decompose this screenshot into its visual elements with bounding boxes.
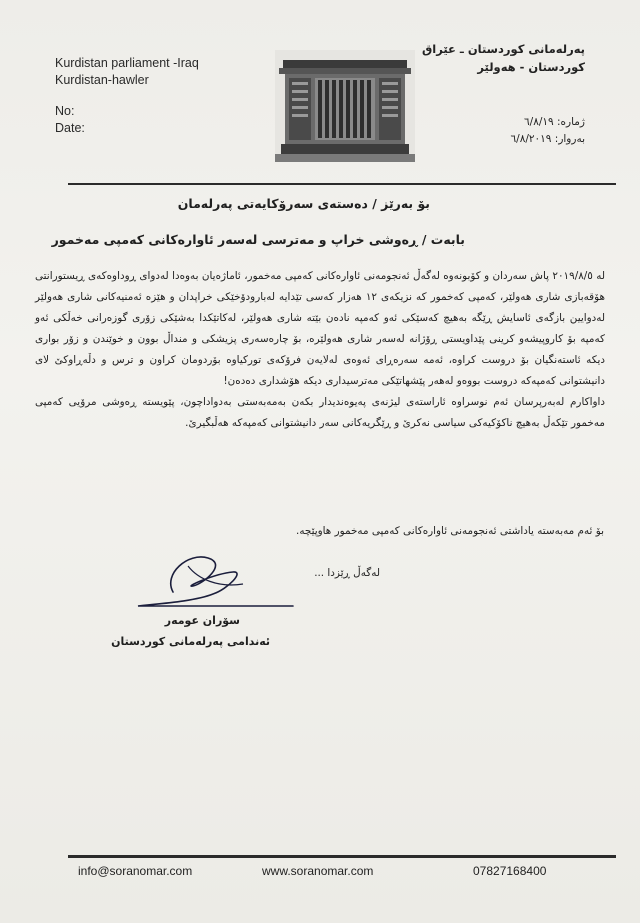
signer-name: سۆران عومەر xyxy=(164,614,240,627)
header-ku-line1: پەرلەمانی کوردستان ـ عێراق xyxy=(421,42,585,56)
reference-block xyxy=(55,103,255,137)
body-paragraph-1: له ٢٠١٩/٨/٥ پاش سەردان و کۆبونەوە لەگەڵ ئەنجومەنی ئاوارەکانی کەمپی مەخمور، ئاماژەیان بەوەدا لەدوای ڕوداوەکەی ڕیستورانتی هۆقەبازی شاری هەولێر، کەمپی کەخمور کە نزیکەی ١٢ هەزار کەسی تێدایە لەبارودۆخێکی خراپدان و هێزە ئەمنیەکانی شاری هەولێر لەدوایین بازگەی ئاسایش ڕێگە بەهیچ کەسێکی ئەو کەمپە نادەن بێتە شاری هەولێر، لەکاتێکدا بەشێکی زۆری گوزەرانی خەڵکی ئەو کەمپە بۆ کاروپیشەو کرینی پێداویستی ڕۆژانە لەسەر شاری هەولێرە، بۆ چارەسەری پزیشکی و منداڵ بوون و خوێندن و زۆر بواری دیکە ئاستەنگیان بۆ دروست کراوە، ئەمە سەرەڕای ئەوەی لەلایەن فرۆکەی تورکیاوە بۆردومان کراون و ترس و دڵەڕاوکێ لای دانیشتوانی کەمپەکە دروست بووەو لەهەر پێشهاتێکی مەترسیداری دیکە هۆشداری دەدەن! xyxy=(35,270,605,387)
date-label-ku: بەروار: ٦/٨/٢٠١٩ xyxy=(510,133,585,145)
footer-phone: 07827168400 xyxy=(473,864,547,878)
signer-title: ئەندامی پەرلەمانی کوردستان xyxy=(111,635,270,648)
closing-line: بۆ ئەم مەبەستە یاداشتی ئەنجومەنی ئاوارەکانی کەمپی مەخمور هاوپێچە. xyxy=(296,525,604,537)
reference-block-ku xyxy=(365,114,585,148)
regards-line: لەگەڵ ڕێزدا ... xyxy=(314,567,380,579)
header-en-line1: Kurdistan parliament -Iraq xyxy=(55,56,199,70)
date-label: Date: xyxy=(55,121,85,135)
footer-divider xyxy=(68,855,616,858)
letter-body xyxy=(35,266,605,434)
recipient-line: بۆ بەرێز / دەستەی سەرۆکایەتی پەرلەمان xyxy=(177,196,430,211)
body-paragraph-2: داواکارم لەبەرپرسان ئەم نوسراوە ئاراستەی لیژنەی پەیوەندیدار بکەن بەمەبەستی بەدواداچون، پێویستە ڕەوشی مرۆیی کەمپی مەخمور تێکەڵ بەهیچ ناکۆکیەکی سیاسی نەکرێ و ڕێگریەکانی سەر دانیشتوانی کەمپەکە هەڵبگیرێ. xyxy=(35,396,605,429)
number-label: No: xyxy=(55,104,75,118)
header-kurdish xyxy=(365,40,585,148)
header-divider xyxy=(68,183,616,185)
subject-line: بابەت / ڕەوشی خراپ و مەترسی لەسەر ئاوارەکانی کەمپی مەخمور xyxy=(51,232,465,247)
footer-email[interactable]: info@soranomar.com xyxy=(78,864,193,878)
header-ku-line2: کوردستان - هەولێر xyxy=(477,60,585,74)
header-en-line2: Kurdistan-hawler xyxy=(55,73,149,87)
header-english xyxy=(55,55,255,137)
handwritten-signature xyxy=(133,544,303,622)
footer-website[interactable]: www.soranomar.com xyxy=(262,864,374,878)
number-label-ku: ژمارە: ٦/٨/١٩ xyxy=(524,116,585,128)
